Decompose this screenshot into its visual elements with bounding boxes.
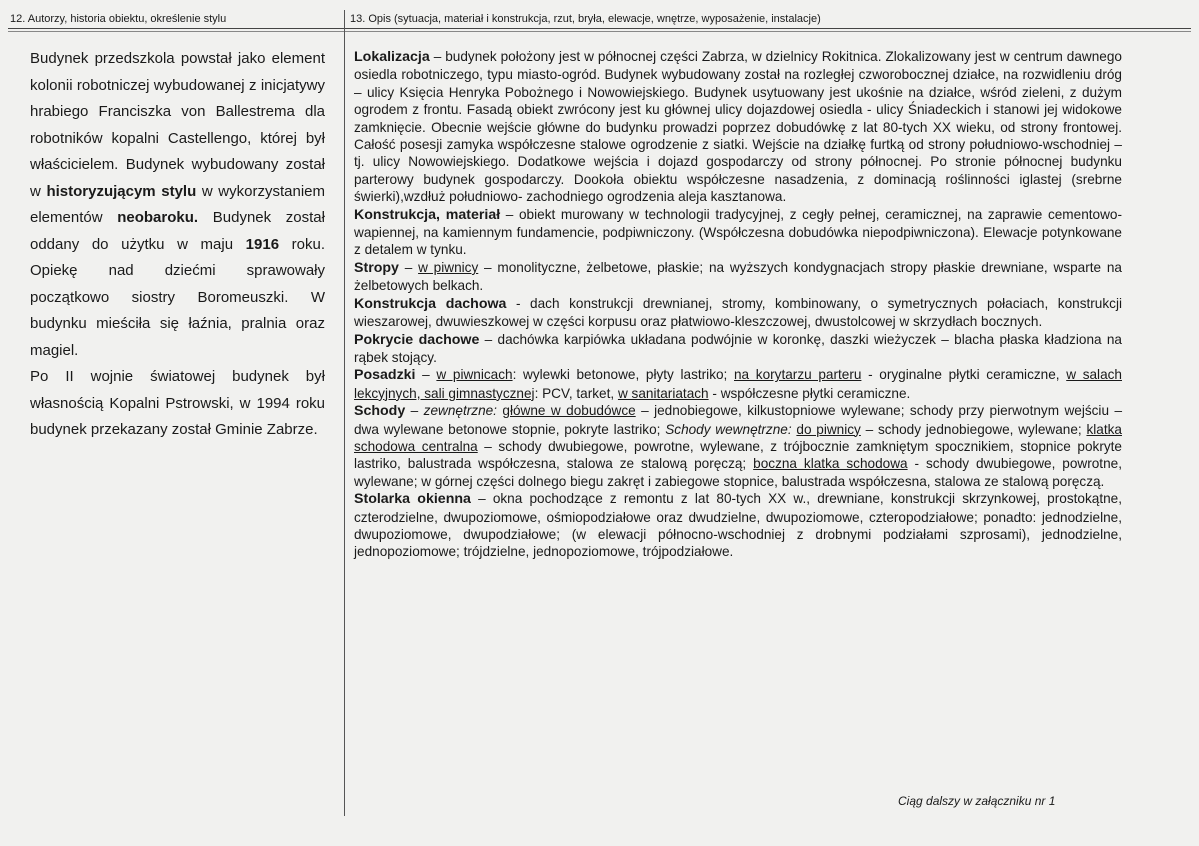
floors-corridor-label: na korytarzu parteru [734, 367, 862, 383]
ceilings-text: – monolityczne, żelbetowe, płaskie; na wyższych kondygnacjach stropy płaskie drewniane, wsparte na żelbetowych belkach. [354, 259, 1122, 294]
stairs-basement-label: do piwnicy [796, 421, 861, 437]
stairs-central-label: klatka schodowa centralna [354, 421, 1122, 454]
floors-text: - oryginalne płytki ceramiczne, [861, 367, 1067, 383]
stairs-text: – schody jednobiegowe, wylewane; [860, 421, 1087, 437]
floors-text: - współczesne płytki ceramiczne. [708, 385, 911, 401]
stairs-text: – jednobiegowe, kilkustopniowe wylewane; schody przy pierwotnym wejściu – dwa wylewane betonowe stopnie, pokryte lastriko; [354, 403, 1123, 437]
floors-sanitary-label: w sanitariatach [617, 385, 709, 401]
history-column [30, 46, 325, 444]
ceilings-heading: Stropy [354, 259, 399, 276]
stairs-heading: Schody [354, 403, 406, 420]
windows-heading: Stolarka okienna [354, 491, 471, 508]
dash: – [398, 259, 419, 275]
floors-text: : PCV, tarket, [534, 385, 618, 401]
stairs-text: – schody dwubiegowe, powrotne, wylewane, z trójbocznie zamkniętym spocznikiem, stopnice pokryte lastriko, balustrada współczesna, stalowa ze stalową poręczą; [354, 438, 1122, 472]
localization-section [354, 48, 1122, 206]
section-13-header: 13. Opis (sytuacja, materiał i konstrukcja, rzut, bryła, elewacje, wnętrze, wyposażenie, instalacje) [350, 13, 821, 25]
column-divider [344, 10, 345, 816]
opening-year: 1916 [245, 235, 280, 253]
style-name: historyzującym stylu [46, 182, 197, 200]
ceilings-basement-label: w piwnicy [418, 259, 479, 275]
roof-structure-section [354, 295, 1122, 331]
dash: – [415, 367, 437, 383]
localization-text: – budynek położony jest w północnej części Zabrza, w dzielnicy Rokitnica. Zlokalizowany jest w centrum dawnego osiedla robotniczego, typu miasto-ogród. Budynek wybudowany został na rozległej czworobocznej działce, na rozwidleniu dróg – ulicy Księcia Henryka Pobożnego i Nowowiejskiego. Budynek usytuowany jest ukośnie na działce, wśród zieleni, z dużym ogrodem z frontu. Fasadą obiekt zwrócony jest ku głównej ulicy dojazdowej osiedla - ulicy Śniadeckich i stanowi jej widokowe zamknięcie. Obecnie wejście główne do budynku prowadzi poprzez dobudówkę z lat 80-tych XX wieku, od strony frontowej. Całość posesji zamyka współczesne stalowe ogrodzenie z siatki. Wejście na działkę furtką od strony południowo-wschodniej – tj. ulicy Nowowiejskiego. Dodatkowe wejścia i dojazd gospodarczy od strony północnej. Po stronie północnej budynku parterowy budynek gospodarczy. Dookoła obiektu współczesne nasadzenia, z dominacją roślinności iglastej (srebrne świerki),wzdłuż południowo- zachodniego ogrodzenia aleja kasztanowa. [354, 49, 1122, 205]
history-text: w wykorzystaniem elementów [30, 182, 325, 226]
history-text: Budynek został oddany do użytku w maju [30, 209, 325, 253]
section-12-header: 12. Autorzy, historia obiektu, określenie stylu [10, 13, 227, 25]
stairs-section [354, 402, 1122, 490]
construction-heading: Konstrukcja, materiał [354, 206, 501, 223]
floors-section [354, 366, 1122, 402]
neobaroque-term: neobaroku. [117, 209, 199, 226]
windows-text: – okna pochodzące z remontu z lat 80-tych XX w., drewniane, konstrukcji skrzynkowej, prostokątne, czterodzielne, dwupoziomowe, ośmiopodziałowe oraz dwudzielne, dwupoziomowe, czteropodziałowe; ponadto: jednodzielne, dwupoziomowe, dwupodziałowe; (w elewacji północno-wschodniej z drobnymi podziałami szprosami), jednodzielne, jednopoziomowe; trójdzielne, jednopoziomowe, trójpodziałowe. [354, 491, 1122, 560]
description-column [354, 48, 1122, 561]
history-text: Budynek przedszkola powstał jako element kolonii robotniczej wybudowanej z inicjatywy hrabiego Franciszka von Ballestrema dla robotników kopalni Castellengo, której był właścicielem. Budynek wybudowany został w [30, 50, 325, 200]
construction-section [354, 206, 1122, 259]
stairs-external-label: zewnętrzne: [423, 403, 497, 419]
roof-structure-text: - dach konstrukcji drewnianej, stromy, kombinowany, o symetrycznych połaciach, konstrukcji wieszarowej, dwuwieszkowej w części korpusu oraz płatwiowo-kleszczowej, dwustolcowej w skrzydłach bocznych. [354, 295, 1122, 330]
stairs-internal-label: Schody wewnętrzne: [665, 421, 792, 437]
continuation-note: Ciąg dalszy w załączniku nr 1 [898, 794, 1056, 808]
header-divider-secondary [8, 31, 1191, 32]
ceilings-section [354, 259, 1122, 295]
localization-heading: Lokalizacja [354, 49, 430, 65]
windows-section [354, 490, 1122, 561]
postwar-paragraph: Po II wojnie światowej budynek był własnością Kopalni Pstrowski, w 1994 roku budynek przekazany został Gminie Zabrze. [30, 368, 325, 438]
floors-heading: Posadzki [354, 367, 416, 384]
header-divider [8, 28, 1191, 29]
floors-text: : wylewki betonowe, płyty lastriko; [512, 367, 734, 383]
dash: – [405, 403, 424, 419]
roofing-section [354, 331, 1122, 367]
stairs-side-label: boczna klatka schodowa [753, 456, 908, 472]
floors-classrooms-label: w salach lekcyjnych, sali gimnastycznej [354, 367, 1122, 401]
roofing-heading: Pokrycie dachowe [354, 331, 480, 348]
floors-basement-label: w piwnicach [436, 367, 513, 383]
stairs-text: - schody dwubiegowe, powrotne, wylewane; w górnej części dolnego biegu zakręt i zabiegowe stopnice, balustrada współczesna, stalowa ze stalową poręczą. [354, 456, 1122, 489]
roof-structure-heading: Konstrukcja dachowa [354, 295, 507, 312]
history-paragraph [30, 46, 325, 364]
roofing-text: – dachówka karpiówka układana podwójnie w koronkę, daszki wieżyczek – blacha płaska kładziona na rąbek stojący. [354, 331, 1122, 365]
stairs-extension-label: główne w dobudówce [502, 403, 636, 419]
history-text: roku. Opiekę nad dziećmi sprawowały początkowo siostry Boromeuszki. W budynku mieściła się łaźnia, pralnia oraz magiel. [30, 235, 326, 359]
construction-text: – obiekt murowany w technologii tradycyjnej, z cegły pełnej, ceramicznej, na zaprawie cementowo-wapiennej, na kamiennym fundamencie, podpiwniczony. (Współczesna dobudówka niepodpiwniczona). Elewacje potynkowane z detalem w tynku. [354, 206, 1122, 258]
